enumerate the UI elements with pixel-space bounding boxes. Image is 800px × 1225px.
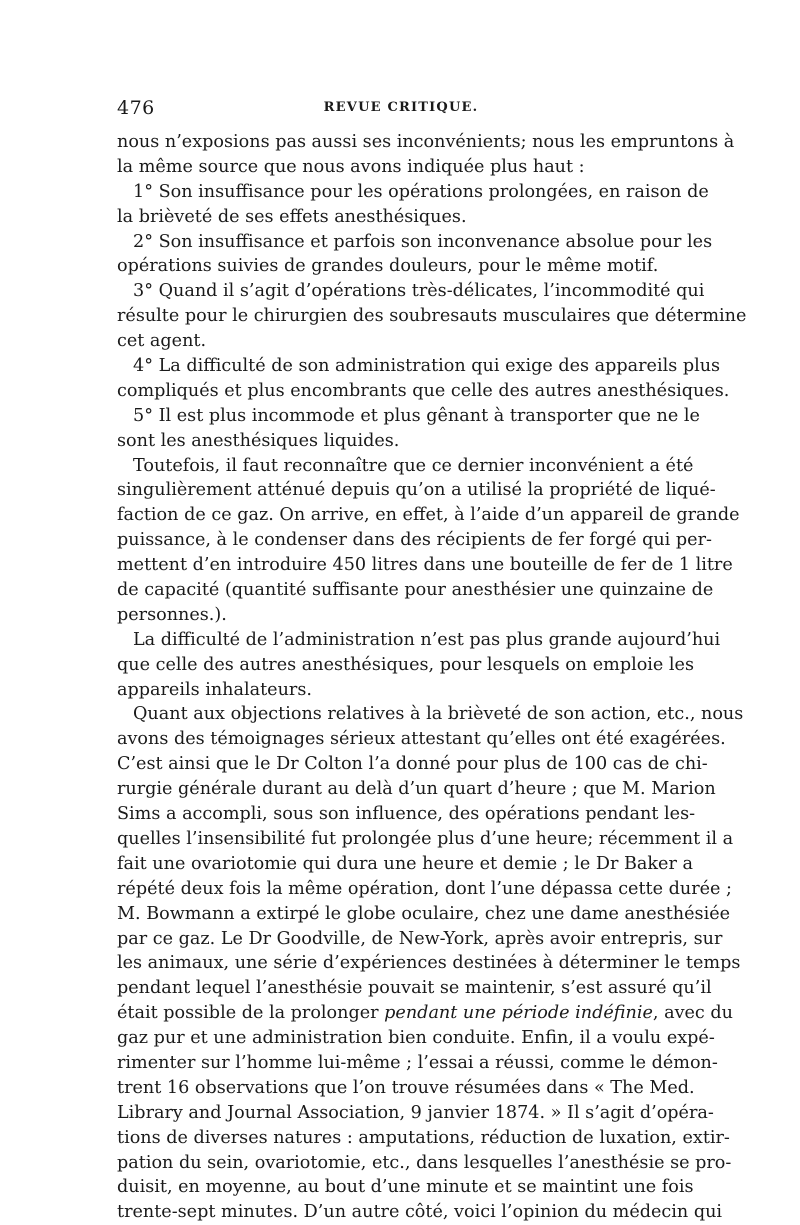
text-line: puissance, à le condenser dans des récipients de fer forgé qui per- bbox=[117, 530, 712, 551]
text-line: pendant lequel l’anesthésie pouvait se maintenir, s’est assuré qu’il bbox=[117, 978, 712, 999]
text-line: la brièveté de ses effets anesthésiques. bbox=[117, 206, 467, 227]
text-line: 5° Il est plus incommode et plus gênant à transporter que ne le bbox=[133, 405, 700, 426]
text-line: appareils inhalateurs. bbox=[117, 679, 312, 700]
text-line: singulièrement atténué depuis qu’on a utilisé la propriété de liqué- bbox=[117, 480, 716, 501]
text-line: résulte pour le chirurgien des soubresauts musculaires que détermine bbox=[117, 306, 747, 327]
text-line: La difficulté de l’administration n’est pas plus grande aujourd’hui bbox=[133, 629, 721, 650]
text-run: était possible de la prolonger bbox=[117, 1003, 379, 1024]
text-line: par ce gaz. Le Dr Goodville, de New-York, après avoir entrepris, sur bbox=[117, 928, 723, 949]
text-line: M. Bowmann a extirpé le globe oculaire, chez une dame anesthésiée bbox=[117, 903, 731, 924]
text-line: opérations suivies de grandes douleurs, pour le même motif. bbox=[117, 256, 659, 277]
text-line: 1° Son insuffisance pour les opérations prolongées, en raison de bbox=[133, 181, 709, 202]
text-line: trent 16 observations que l’on trouve résumées dans « The Med. bbox=[117, 1077, 695, 1098]
text-line: que celle des autres anesthésiques, pour lesquels on emploie les bbox=[117, 654, 695, 675]
text-run: , avec du bbox=[652, 1003, 733, 1024]
page-header bbox=[117, 97, 685, 121]
text-line: Sims a accompli, sous son influence, des opérations pendant les- bbox=[117, 804, 696, 825]
text-line: pation du sein, ovariotomie, etc., dans lesquelles l’anesthésie se pro- bbox=[117, 1152, 732, 1173]
text-line: cet agent. bbox=[117, 331, 207, 352]
text-line: mettent d’en introduire 450 litres dans une bouteille de fer de 1 litre bbox=[117, 555, 733, 576]
running-title: REVUE CRITIQUE. bbox=[323, 100, 479, 115]
text-line: 2° Son insuffisance et parfois son inconvenance absolue pour les bbox=[133, 231, 713, 252]
text-line: personnes.). bbox=[117, 604, 227, 625]
text-line: Library and Journal Association, 9 janvier 1874. » Il s’agit d’opéra- bbox=[117, 1102, 714, 1123]
text-line: rimenter sur l’homme lui-même ; l’essai a réussi, comme le démon- bbox=[117, 1052, 718, 1073]
text-line: répété deux fois la même opération, dont l’une dépassa cette durée ; bbox=[117, 878, 732, 899]
text-line: trente-sept minutes. D’un autre côté, voici l’opinion du médecin qui bbox=[117, 1202, 723, 1223]
italic-phrase: pendant une période indéfinie bbox=[384, 1003, 653, 1024]
text-line: quelles l’insensibilité fut prolongée plus d’une heure; récemment il a bbox=[117, 828, 734, 849]
text-line-with-italic bbox=[117, 1001, 733, 1026]
text-line: tions de diverses natures : amputations, réduction de luxation, extir- bbox=[117, 1127, 730, 1148]
text-line: faction de ce gaz. On arrive, en effet, à l’aide d’un appareil de grande bbox=[117, 505, 740, 526]
body-text bbox=[117, 130, 747, 1225]
text-line: sont les anesthésiques liquides. bbox=[117, 430, 400, 451]
text-line: nous n’exposions pas aussi ses inconvénients; nous les empruntons à bbox=[117, 132, 735, 152]
text-line: Toutefois, il faut reconnaître que ce dernier inconvénient a été bbox=[133, 455, 694, 476]
text-line: gaz pur et une administration bien conduite. Enfin, il a voulu expé- bbox=[117, 1028, 715, 1049]
text-line: duisit, en moyenne, au bout d’une minute et se maintint une fois bbox=[117, 1177, 694, 1198]
text-line: fait une ovariotomie qui dura une heure et demie ; le Dr Baker a bbox=[117, 853, 693, 874]
text-line: 3° Quand il s’agit d’opérations très-délicates, l’incommodité qui bbox=[133, 281, 705, 302]
text-line: la même source que nous avons indiquée plus haut : bbox=[117, 156, 585, 177]
text-line: compliqués et plus encombrants que celle des autres anesthésiques. bbox=[117, 380, 730, 401]
page-number: 476 bbox=[117, 97, 155, 119]
text-line: de capacité (quantité suffisante pour anesthésier une quinzaine de bbox=[117, 580, 714, 601]
text-line: rurgie générale durant au delà d’un quart d’heure ; que M. Marion bbox=[117, 779, 716, 800]
text-line: avons des témoignages sérieux attestant qu’elles ont été exagérées. bbox=[117, 729, 726, 750]
text-line: 4° La difficulté de son administration qui exige des appareils plus bbox=[133, 356, 721, 377]
text-line: les animaux, une série d’expériences destinées à déterminer le temps bbox=[117, 953, 741, 974]
text-line: C’est ainsi que le Dr Colton l’a donné pour plus de 100 cas de chi- bbox=[117, 754, 708, 775]
text-line: Quant aux objections relatives à la brièveté de son action, etc., nous bbox=[133, 704, 744, 725]
